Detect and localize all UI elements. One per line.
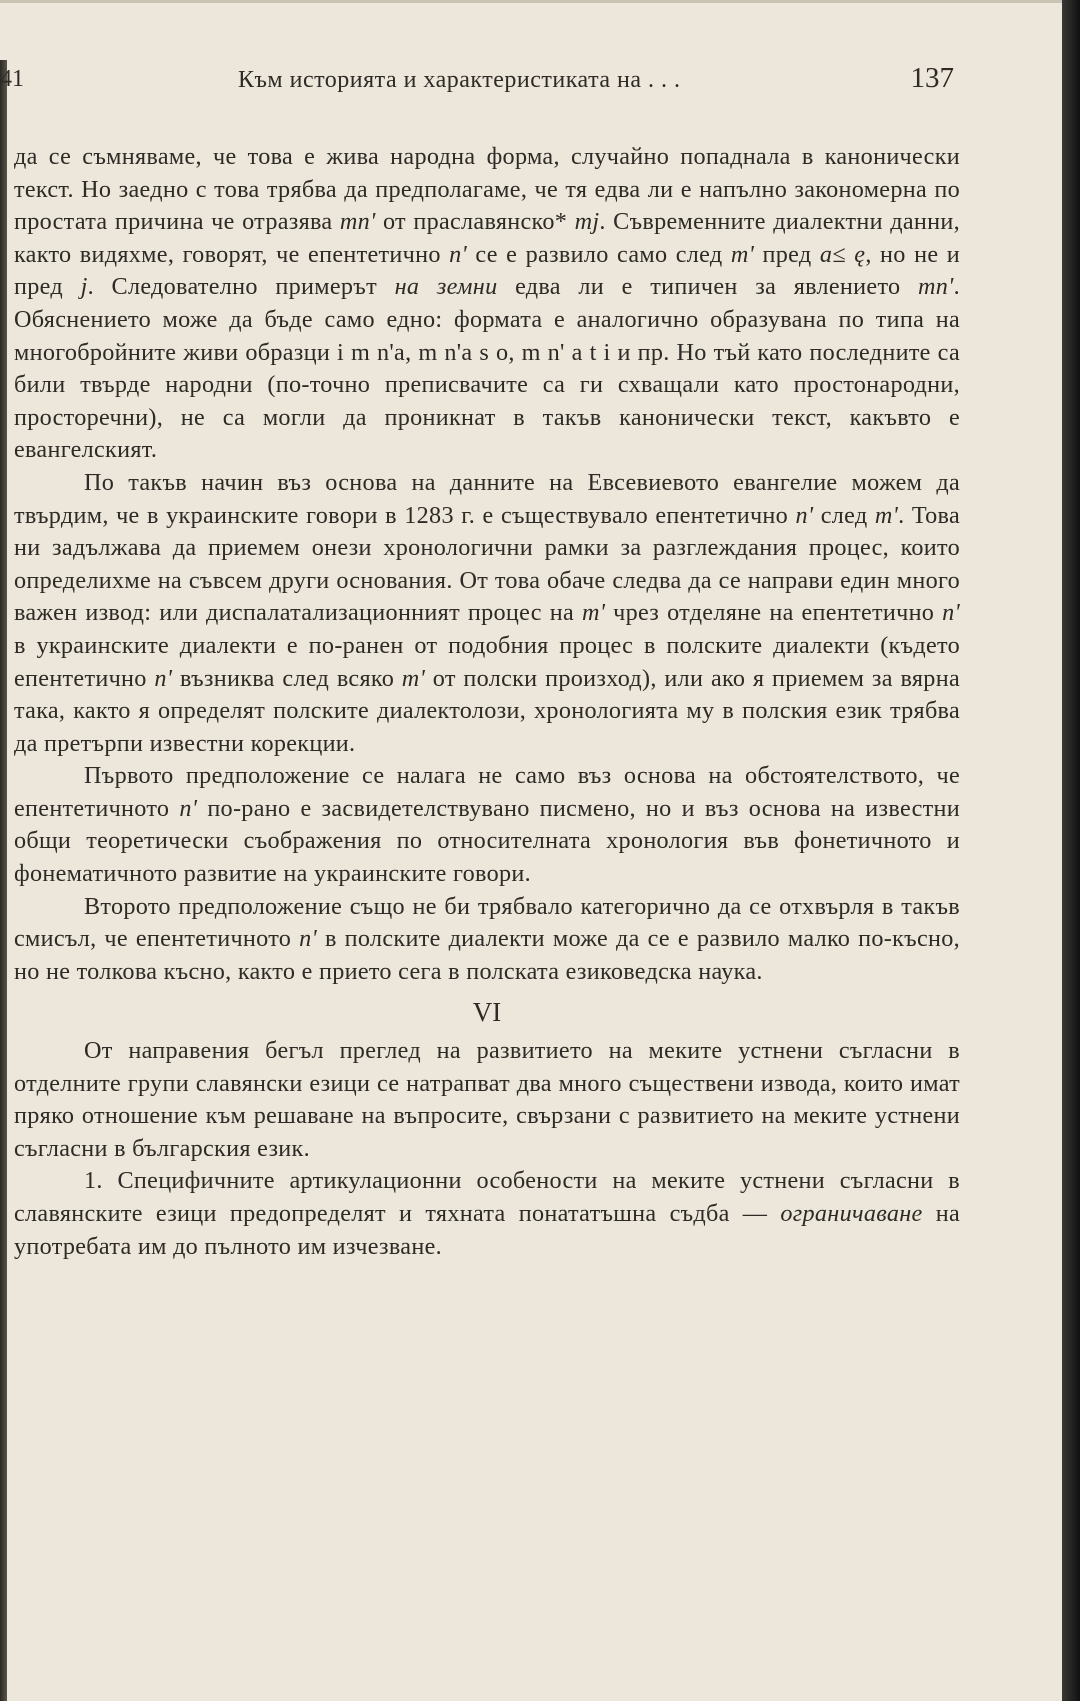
italic-term: mj bbox=[574, 208, 600, 236]
text-run: По такъв начин въз основа на данните на Евсевиевото евангелие можем да твърдим, че в украинските говори в 1283 г. е съществувало епентетично bbox=[14, 468, 960, 529]
italic-term: n' bbox=[449, 240, 467, 268]
text-run: 1. Специфичните артикулационни особености на меките устнени съгласни в славянските езици предопределят и тяхната понататъшна съдба — bbox=[14, 1167, 960, 1227]
text-run: , но не и пред bbox=[14, 240, 961, 301]
paragraph bbox=[14, 1165, 960, 1263]
italic-term: n' bbox=[942, 599, 960, 627]
paragraph bbox=[14, 467, 960, 760]
text-run: . Това ни задължава да приемем онези хронологични рамки за разглеждания процес, които определихме на съвсем други основания. От това обаче следва да се направи един много важен извод: или диспалатализационният процес на bbox=[14, 501, 960, 627]
page-number: 137 bbox=[910, 62, 954, 94]
text-run: . Следователно примерът bbox=[87, 273, 395, 301]
text-run: в полските диалекти може да се е развило малко по-късно, но не толкова късно, както е прието сега в полската езиковедска наука. bbox=[14, 925, 961, 985]
italic-term: m' bbox=[874, 501, 899, 529]
paragraph bbox=[14, 891, 960, 989]
text-run: чрез отделяне на епентетично bbox=[605, 599, 943, 627]
text-run: от полски произход), или ако я приемем за вярна така, както я определят полските диалектолози, хронологията му в полския език трябва да претърпи известни корекции. bbox=[14, 664, 960, 757]
paragraph bbox=[14, 760, 960, 890]
italic-term: j bbox=[80, 273, 88, 301]
italic-term: n' bbox=[299, 925, 318, 953]
italic-term: mn' bbox=[339, 208, 376, 236]
text-run: се е развило само след bbox=[467, 240, 731, 268]
text-run: след bbox=[813, 501, 875, 529]
header-title: Към историята и характеристиката на . . . bbox=[238, 67, 681, 93]
text-run: . Съвременните диалектни данни, както видяхме, говорят, че епентетично bbox=[14, 208, 960, 268]
italic-term: на земни bbox=[394, 273, 498, 301]
italic-term: m' bbox=[730, 240, 755, 268]
text-run: Първото предположение се налага не само въз основа на обстоятелството, че епентетичното bbox=[14, 762, 960, 822]
binding-shadow bbox=[0, 60, 7, 1701]
text-run: възниква след всяко bbox=[172, 664, 402, 692]
text-run: От направения бегъл преглед на развитието на меките устнени съгласни в отделните групи славянски езици се натрапват два много съществени извода, които имат пряко отношение към решаване на въпросите, свързани с развитието на меките устнени съгласни в българския език. bbox=[14, 1037, 960, 1162]
text-run: в украинските диалекти е по-ранен от подобния процес в полските диалекти (където епентетично bbox=[14, 631, 960, 692]
running-header bbox=[0, 62, 966, 102]
italic-term: m' bbox=[401, 664, 426, 692]
text-run: от праславянско* bbox=[375, 208, 575, 236]
scan-edge bbox=[1062, 0, 1080, 1701]
header-left-number: 41 bbox=[0, 66, 24, 92]
italic-term: ограничаване bbox=[780, 1200, 923, 1227]
text-run: да се съмняваме, че това е жива народна форма, случайно попаднала в канонически текст. Но заедно с това трябва да предполагаме, че тя едва ли е напълно закономерна по простата причина че отразява bbox=[14, 143, 960, 236]
italic-term: m' bbox=[581, 599, 606, 627]
text-run: Второто предположение също не би трябвало категорично да се отхвърля в такъв смисъл, че епентетичното bbox=[14, 892, 960, 953]
text-run: едва ли е типичен за явлението bbox=[497, 273, 918, 301]
text-run: по-рано е засвидетелствувано писмено, но и въз основа на известни общи теоретически съображения по относителната хронология във фонетичното и фонематичното развитие на украинските говори. bbox=[14, 794, 960, 888]
italic-term: mn' bbox=[918, 273, 954, 301]
text-run: на употребата им до пълното им изчезване. bbox=[14, 1200, 960, 1260]
italic-term: n' bbox=[795, 501, 814, 529]
paragraph bbox=[14, 141, 960, 467]
paragraph bbox=[14, 1035, 960, 1165]
page-body bbox=[14, 141, 960, 1263]
section-heading: VI bbox=[472, 997, 502, 1028]
italic-term: n' bbox=[179, 794, 198, 822]
text-run: пред bbox=[754, 240, 820, 268]
page-top-edge bbox=[0, 0, 1062, 3]
italic-term: a≤ ę bbox=[819, 240, 866, 268]
text-run: . Обяснението може да бъде само едно: формата е аналогично образувана по типа на многобройните живи образци i m n'a, m n'a s o, m n' a t i и пр. Но тъй като последните са били твърде народни (по-точно преписвачите са ги схващали като простонародни, просторечни), не са могли да проникнат в такъв канонически текст, какъвто е евангелският. bbox=[14, 273, 960, 464]
italic-term: n' bbox=[154, 664, 173, 692]
